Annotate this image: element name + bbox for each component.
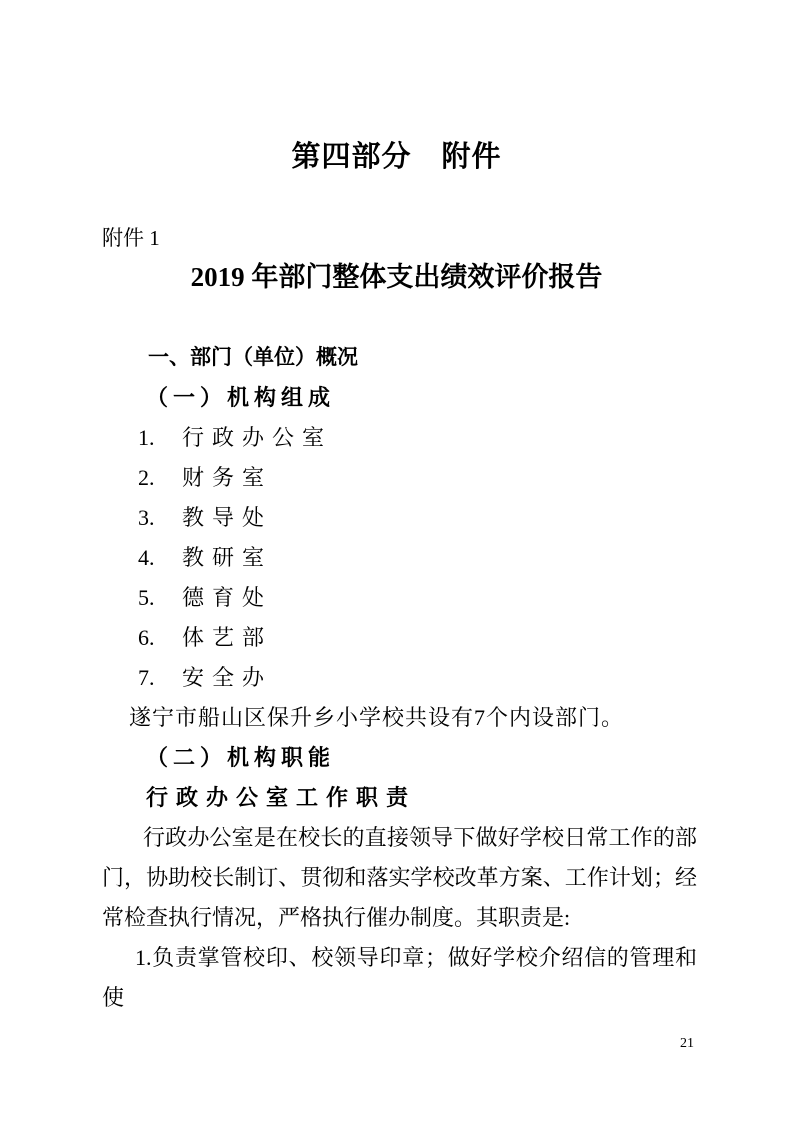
page-number: 21 bbox=[680, 1036, 694, 1051]
org-list-item bbox=[102, 578, 697, 618]
org-list-item bbox=[102, 658, 697, 698]
attachment-label: 附件 1 bbox=[102, 226, 160, 250]
duty-heading: 行政办公室工作职责 bbox=[146, 785, 417, 810]
document-body bbox=[102, 338, 697, 1018]
duty-intro-paragraph: 行政办公室是在校长的直接领导下做好学校日常工作的部门，协助校长制订、贯彻和落实学校改革方案、工作计划；经常检查执行情况，严格执行催办制度。其职责是: bbox=[102, 825, 697, 930]
subsection-heading-org-functions: （二）机构职能 bbox=[146, 745, 336, 770]
section-heading-overview: 一、部门（单位）概况 bbox=[148, 346, 358, 369]
subsection-heading-org-composition: （一）机构组成 bbox=[146, 385, 336, 410]
org-item-number: 2. bbox=[138, 465, 155, 490]
org-item-number: 5. bbox=[138, 585, 155, 610]
org-item-name: 德育处 bbox=[182, 585, 273, 610]
org-item-number: 4. bbox=[138, 545, 155, 570]
org-item-name: 教研室 bbox=[182, 545, 273, 570]
report-title: 2019 年部门整体支出绩效评价报告 bbox=[190, 262, 603, 292]
org-item-name: 体艺部 bbox=[182, 625, 273, 650]
org-item-name: 行政办公室 bbox=[182, 425, 333, 450]
part-title: 第四部分 附件 bbox=[291, 141, 502, 173]
org-list-item bbox=[102, 458, 697, 498]
org-list-item bbox=[102, 418, 697, 458]
org-item-name: 安全办 bbox=[182, 665, 273, 690]
org-item-name: 教导处 bbox=[182, 505, 273, 530]
org-item-number: 6. bbox=[138, 625, 155, 650]
org-item-number: 1. bbox=[138, 425, 155, 450]
org-item-number: 7. bbox=[138, 665, 155, 690]
org-list-item bbox=[102, 538, 697, 578]
org-list-item bbox=[102, 618, 697, 658]
org-list-item bbox=[102, 498, 697, 538]
org-item-number: 3. bbox=[138, 505, 155, 530]
org-summary-text: 遂宁市船山区保升乡小学校共设有7个内设部门。 bbox=[129, 705, 625, 730]
org-item-name: 财务室 bbox=[182, 465, 273, 490]
duty-item-1: 1.负责掌管校印、校领导印章；做好学校介绍信的管理和使 bbox=[102, 945, 697, 1010]
